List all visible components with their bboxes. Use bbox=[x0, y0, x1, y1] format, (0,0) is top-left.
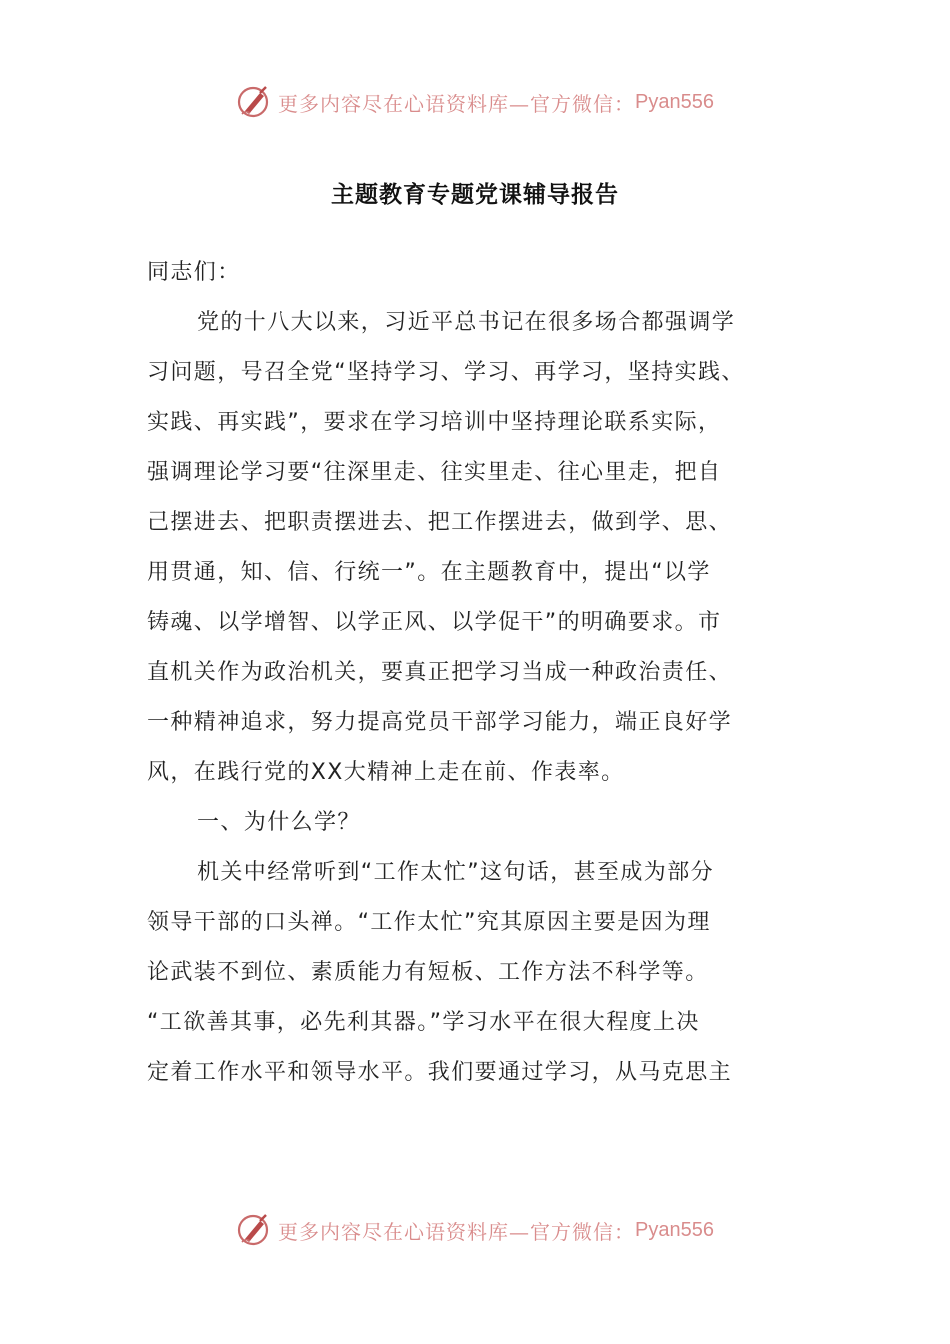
body-line: 铸魂、以学增智、以学正风、以学促干”的明确要求。市 bbox=[147, 610, 722, 635]
body-line: 用贯通，知、信、行统一”。在主题教育中，提出“以学 bbox=[147, 560, 711, 585]
body-line: 风，在践行党的XX大精神上走在前、作表率。 bbox=[147, 760, 625, 785]
banner-text: 更多内容尽在心语资料库—官方微信： bbox=[278, 1219, 636, 1244]
banner-contact: Pyan556 bbox=[635, 1218, 714, 1241]
body-line: 党的十八大以来，习近平总书记在很多场合都强调学 bbox=[197, 310, 736, 335]
header-banner bbox=[0, 80, 950, 124]
body-line: 机关中经常听到“工作太忙”这句话，甚至成为部分 bbox=[197, 860, 714, 885]
pen-logo-icon bbox=[236, 84, 272, 120]
body-line: 定着工作水平和领导水平。我们要通过学习，从马克思主 bbox=[147, 1060, 733, 1085]
footer-banner bbox=[0, 1208, 950, 1252]
body-line: 实践、再实践”，要求在学习培训中坚持理论联系实际， bbox=[147, 410, 722, 435]
body-line: 论武装不到位、素质能力有短板、工作方法不科学等。 bbox=[147, 960, 709, 985]
body-line: “工欲善其事，必先利其器。”学习水平在很大程度上决 bbox=[147, 1010, 700, 1035]
salutation: 同志们： bbox=[147, 260, 241, 285]
document-body bbox=[147, 248, 787, 1098]
body-line: 一种精神追求，努力提高党员干部学习能力，端正良好学 bbox=[147, 710, 733, 735]
banner-contact: Pyan556 bbox=[635, 90, 714, 113]
body-line: 己摆进去、把职责摆进去、把工作摆进去，做到学、思、 bbox=[147, 510, 733, 535]
body-line: 直机关作为政治机关，要真正把学习当成一种政治责任、 bbox=[147, 660, 733, 685]
body-line: 习问题，号召全党“坚持学习、学习、再学习，坚持实践、 bbox=[147, 360, 745, 385]
section-heading: 一、为什么学？ bbox=[197, 810, 361, 835]
banner-text: 更多内容尽在心语资料库—官方微信： bbox=[278, 91, 636, 116]
body-line: 领导干部的口头禅。“工作太忙”究其原因主要是因为理 bbox=[147, 910, 711, 935]
document-title: 主题教育专题党课辅导报告 bbox=[331, 182, 619, 208]
pen-logo-icon bbox=[236, 1212, 272, 1248]
body-line: 强调理论学习要“往深里走、往实里走、往心里走，把自 bbox=[147, 460, 722, 485]
